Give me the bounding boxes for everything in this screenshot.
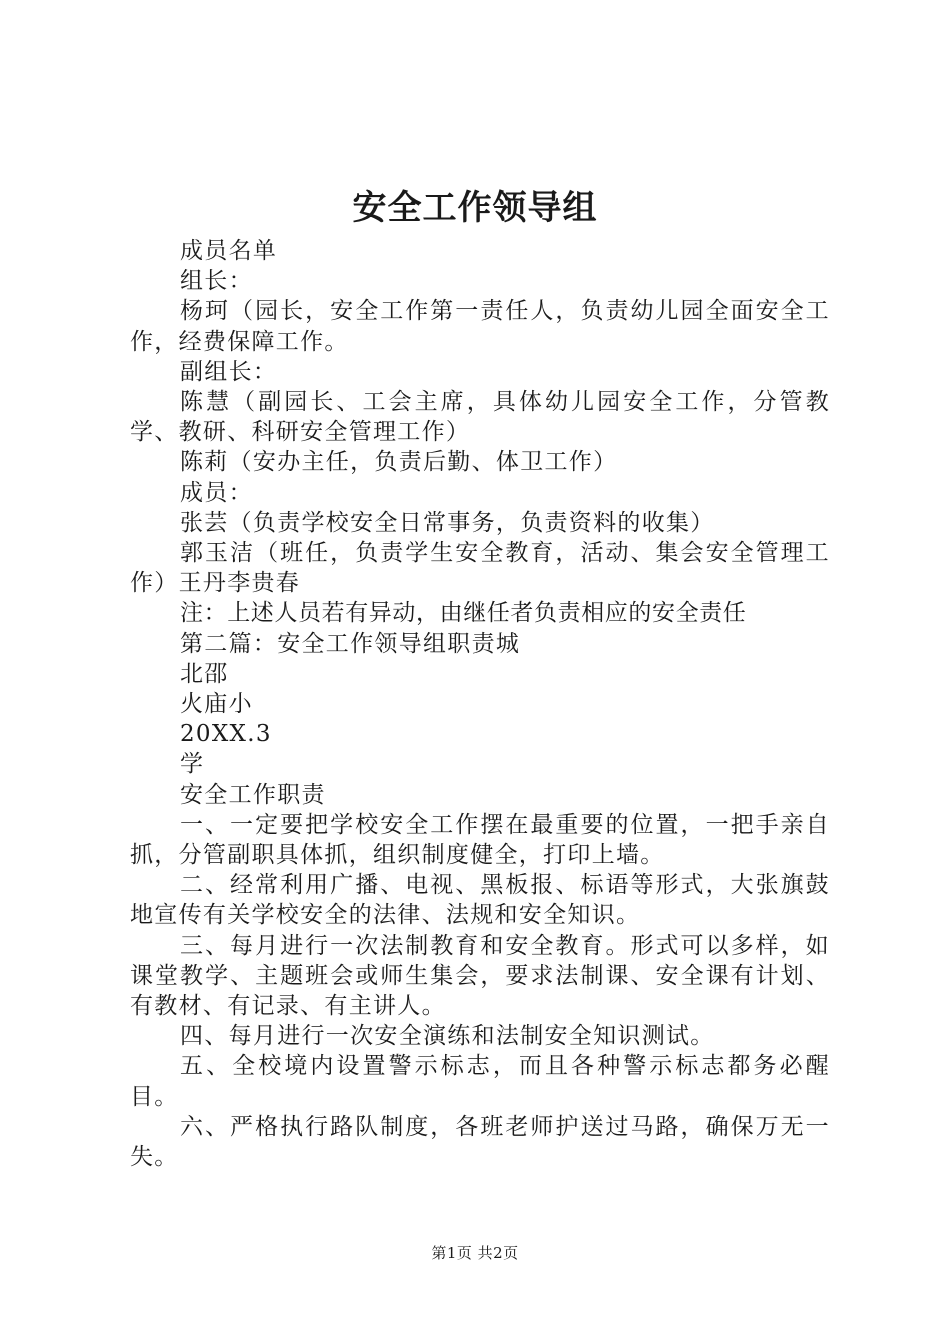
paragraph: 组长： (180, 268, 253, 295)
paragraph: 注：上述人员若有异动，由继任者负责相应的安全责任 (180, 600, 747, 627)
paragraph: 第二篇：安全工作领导组职责城 (180, 630, 521, 657)
paragraph: 二、经常利用广播、电视、黑板报、标语等形式，大张旗鼓地宣传有关学校安全的法律、法规和安全知识。 (130, 872, 830, 929)
page-footer: 第1页 共2页 (431, 1244, 519, 1262)
paragraph: 学 (180, 751, 205, 778)
paragraph: 20XX.3 (180, 721, 272, 748)
paragraph: 四、每月进行一次安全演练和法制安全知识测试。 (180, 1023, 715, 1050)
paragraph: 陈莉（安办主任，负责后勤、体卫工作） (180, 449, 618, 476)
paragraph: 一、一定要把学校安全工作摆在最重要的位置，一把手亲自抓，分管副职具体抓，组织制度健全，打印上墙。 (130, 811, 830, 869)
paragraph: 安全工作职责 (180, 781, 326, 808)
paragraph: 北邵 (180, 660, 229, 687)
document-title: 安全工作领导组 (352, 188, 598, 228)
paragraph: 杨珂（园长，安全工作第一责任人，负责幼儿园全面安全工作，经费保障工作。 (130, 298, 830, 355)
paragraph: 张芸（负责学校安全日常事务，负责资料的收集） (180, 509, 715, 536)
paragraph: 成员名单 (180, 238, 278, 264)
paragraph: 郭玉洁（班任，负责学生安全教育，活动、集会安全管理工作）王丹李贵春 (130, 540, 830, 597)
paragraph: 五、全校境内设置警示标志，而且各种警示标志都务必醒目。 (130, 1053, 830, 1110)
paragraph: 成员： (180, 479, 253, 506)
paragraph: 副组长： (180, 358, 278, 385)
document-body (130, 236, 830, 1172)
paragraph: 三、每月进行一次法制教育和安全教育。形式可以多样，如课堂教学、主题班会或师生集会，要求法制课、安全课有计划、有教材、有记录、有主讲人。 (130, 932, 830, 1020)
paragraph: 陈慧（副园长、工会主席，具体幼儿园安全工作，分管教学、教研、科研安全管理工作） (130, 389, 830, 446)
paragraph: 六、严格执行路队制度，各班老师护送过马路，确保万无一失。 (130, 1113, 830, 1171)
paragraph: 火庙小 (180, 691, 253, 718)
